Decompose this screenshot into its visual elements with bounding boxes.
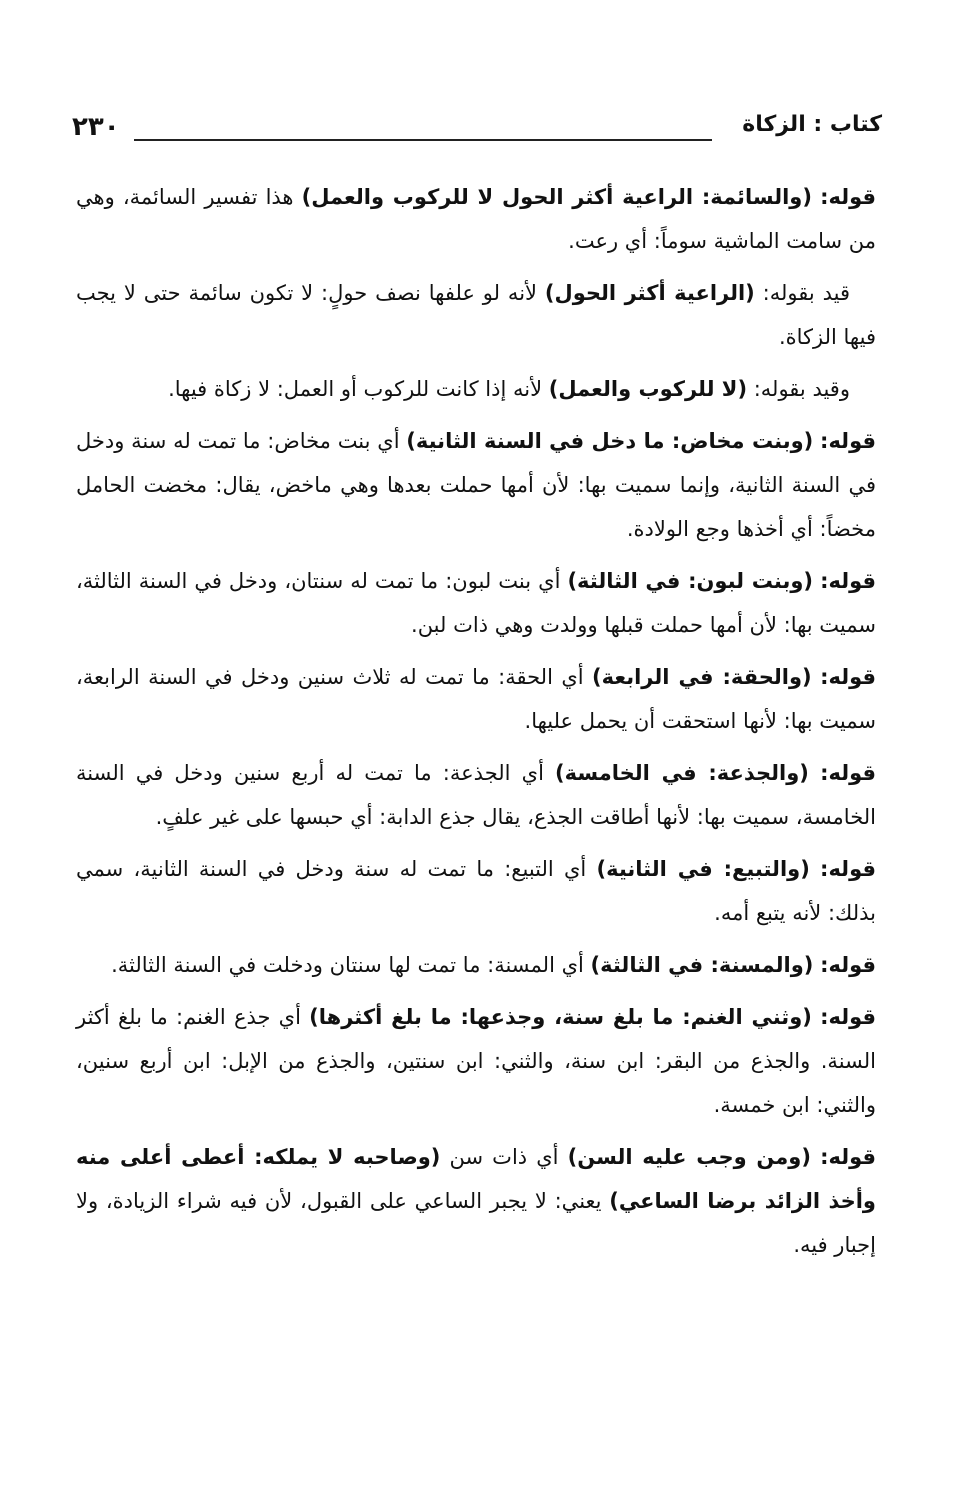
paragraph-lead: قوله:	[820, 1145, 877, 1169]
paragraph-qayd-1	[76, 271, 876, 359]
paragraph-bint-makhad	[76, 419, 876, 551]
paragraph-jadhaa	[76, 751, 876, 839]
running-title: كتاب : الزكاة	[742, 112, 882, 137]
quoted-text: (وثني الغنم: ما بلغ سنة، وجذعها: ما بلغ أكثرها)	[309, 1005, 812, 1029]
paragraph-thani-ghanam	[76, 995, 876, 1127]
paragraph-bint-labun	[76, 559, 876, 647]
paragraph-lead: قوله:	[820, 953, 876, 977]
quoted-text: (وبنت مخاض: ما دخل في السنة الثانية)	[406, 429, 814, 453]
commentary-text: أي التبيع: ما تمت له سنة ودخل في السنة الثانية، سمي بذلك: لأنه يتبع أمه.	[76, 857, 876, 925]
commentary-text: لأنه إذا كانت للركوب أو العمل: لا زكاة فيها.	[168, 377, 549, 401]
page-body	[76, 175, 876, 1275]
quoted-text: (والسائمة: الراعية أكثر الحول لا للركوب والعمل)	[301, 185, 812, 209]
quoted-text: (والحقة: في الرابعة)	[592, 665, 812, 689]
commentary-text: أي جذع الغنم: ما بلغ أكثر السنة. والجذع من البقر: ابن سنة، والثني: ابن سنتين، والجذع من الإبل: ابن أربع سنين، والثني: ابن خمسة.	[76, 1005, 876, 1117]
paragraph-lead: قوله:	[820, 569, 876, 593]
paragraph-musinna	[76, 943, 876, 987]
commentary-text: أي بنت مخاض: ما تمت له سنة ودخل في السنة الثانية، وإنما سميت بها: لأن أمها حملت بعدها وهي ماخض، يقال: مخضت الحامل مخضاً: أي أخذها وجع الولادة.	[76, 429, 876, 541]
commentary-text: هذا تفسير السائمة، وهي من سامت الماشية سوماً: أي رعت.	[76, 185, 876, 253]
commentary-text: أي الحقة: ما تمت له ثلاث سنين ودخل في السنة الرابعة، سميت بها: لأنها استحقت أن يحمل عليها.	[76, 665, 876, 733]
commentary-text: أي ذات سن	[440, 1145, 568, 1169]
commentary-text: يعني: لا يجبر الساعي على القبول، لأن فيه شراء الزيادة، ولا إجبار فيه.	[76, 1189, 876, 1257]
paragraph-sinn	[76, 1135, 876, 1267]
page-header	[72, 110, 882, 150]
quoted-text: (الراعية أكثر الحول)	[544, 281, 755, 305]
commentary-text: وقيد بقوله:	[747, 377, 850, 401]
quoted-text: (والجذعة: في الخامسة)	[555, 761, 809, 785]
paragraph-qayd-2	[76, 367, 876, 411]
commentary-text: أي المسنة: ما تمت لها سنتان ودخلت في السنة الثالثة.	[111, 953, 591, 977]
commentary-text: لأنه لو علفها نصف حولٍ: لا تكون سائمة حتى لا يجب فيها الزكاة.	[76, 281, 876, 349]
quoted-text: (والمسنة: في الثالثة)	[590, 953, 814, 977]
quoted-text: (والتبيع: في الثانية)	[596, 857, 810, 881]
header-rule	[134, 139, 712, 141]
quoted-text: (ومن وجب عليه السن)	[567, 1145, 811, 1169]
commentary-text: أي بنت لبون: ما تمت له سنتان، ودخل في السنة الثالثة، سميت بها: لأن أمها حملت قبلها وولدت وهي ذات لبن.	[76, 569, 876, 637]
commentary-text: أي الجذعة: ما تمت له أربع سنين ودخل في السنة الخامسة، سميت بها: لأنها أطاقت الجذع، يقال جذع الدابة: أي حبسها على غير علفٍ.	[76, 761, 876, 829]
paragraph-lead: قوله:	[820, 1005, 876, 1029]
quoted-text: (لا للركوب والعمل)	[548, 377, 748, 401]
paragraph-saima	[76, 175, 876, 263]
paragraph-hiqqa	[76, 655, 876, 743]
quoted-text: (وصاحبه لا يملكه: أعطى أعلى منه وأخذ الزائد برضا الساعي)	[76, 1145, 876, 1213]
paragraph-lead: قوله:	[820, 857, 876, 881]
paragraph-lead: قوله:	[820, 761, 876, 785]
page-number: ٢٣٠	[72, 112, 120, 142]
commentary-text: قيد بقوله:	[754, 281, 850, 305]
paragraph-lead: قوله:	[820, 185, 876, 209]
paragraph-tabi	[76, 847, 876, 935]
paragraph-lead: قوله:	[820, 429, 876, 453]
quoted-text: (وبنت لبون: في الثالثة)	[567, 569, 814, 593]
paragraph-lead: قوله:	[820, 665, 877, 689]
